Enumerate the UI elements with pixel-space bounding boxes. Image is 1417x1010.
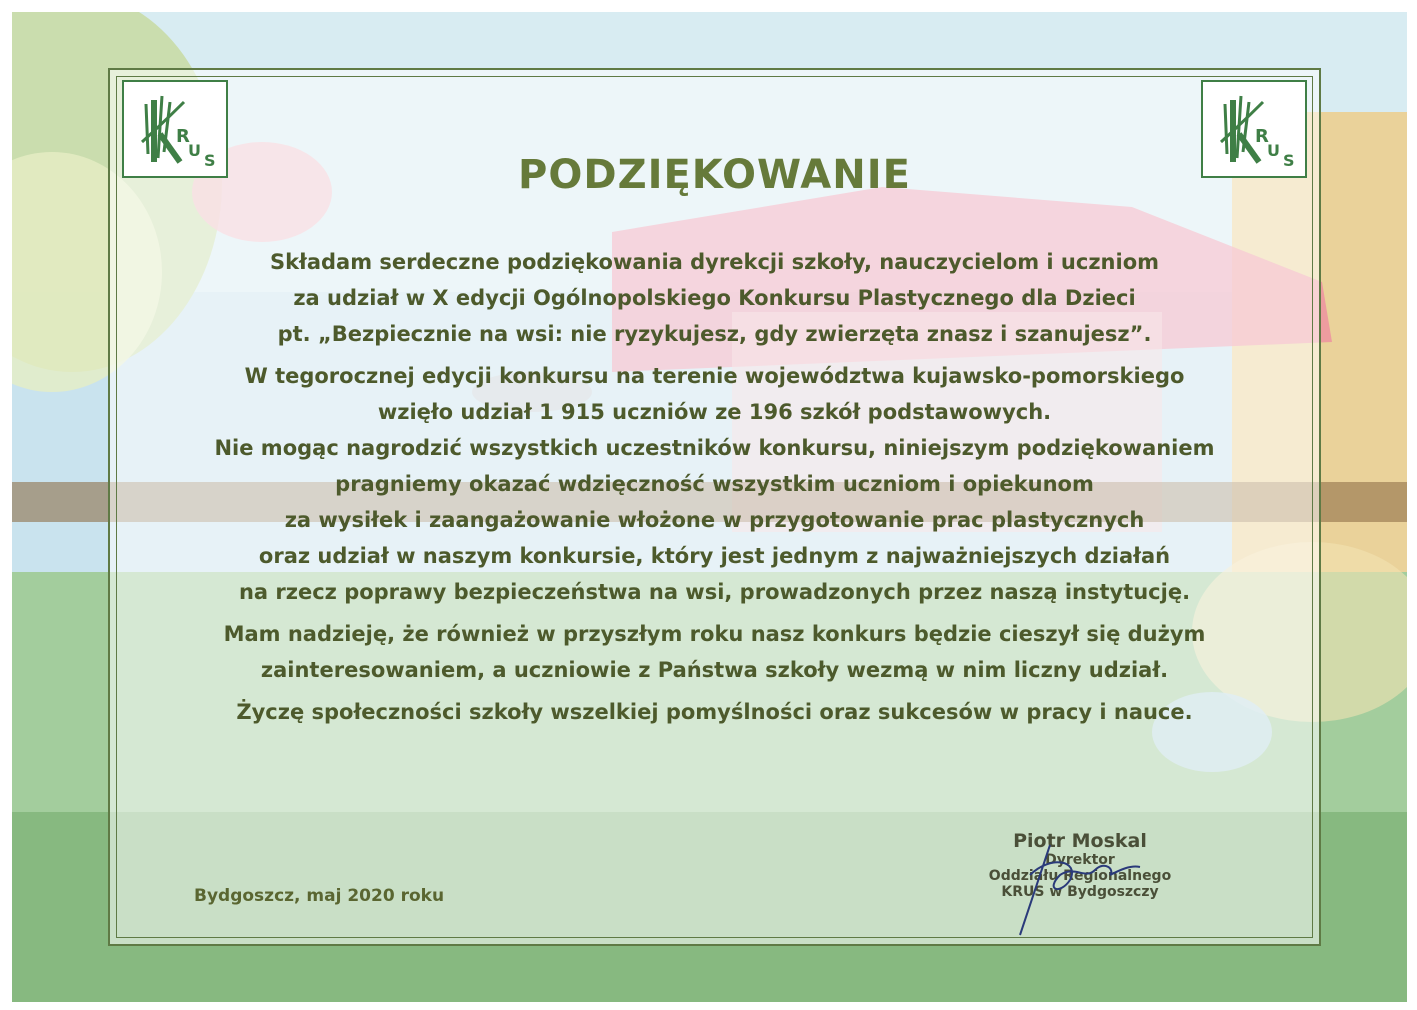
body-line: zainteresowaniem, a uczniowie z Państwa szkoły wezmą w nim liczny udział. <box>260 658 1169 682</box>
body-line: Mam nadzieję, że również w przyszłym roku nasz konkurs będzie cieszył się dużym <box>223 622 1206 646</box>
body-line: za wysiłek i zaangażowanie włożone w przygotowanie prac plastycznych <box>284 508 1145 532</box>
body-line: Nie mogąc nagrodzić wszystkich uczestników konkursu, niniejszym podziękowaniem <box>214 436 1215 460</box>
certificate-frame <box>108 68 1321 946</box>
signatory-role: Dyrektor <box>1045 852 1115 868</box>
body-line: pt. „Bezpiecznie na wsi: nie ryzykujesz, gdy zwierzęta znasz i szanujesz”. <box>277 322 1152 346</box>
certificate-body <box>110 244 1319 730</box>
body-line: Życzę społeczności szkoły wszelkiej pomyślności oraz sukcesów w pracy i nauce. <box>236 700 1193 724</box>
certificate-title: PODZIĘKOWANIE <box>518 152 911 198</box>
signatory-role: Oddziału Regionalnego <box>988 868 1172 884</box>
handwritten-signature <box>990 835 1180 945</box>
body-line: za udział w X edycji Ogólnopolskiego Konkursu Plastycznego dla Dzieci <box>293 286 1136 310</box>
signatory-role: KRUS w Bydgoszczy <box>1001 884 1159 900</box>
body-line: na rzecz poprawy bezpieczeństwa na wsi, prowadzonych przez naszą instytucję. <box>238 580 1191 604</box>
svg-text:R: R <box>1255 126 1269 147</box>
body-line: wzięło udział 1 915 uczniów ze 196 szkół podstawowych. <box>377 400 1052 424</box>
body-line: oraz udział w naszym konkursie, który jest jednym z najważniejszych działań <box>258 544 1171 568</box>
svg-text:U: U <box>188 141 201 160</box>
svg-text:U: U <box>1267 141 1280 160</box>
place-date: Bydgoszcz, maj 2020 roku <box>194 886 445 906</box>
svg-text:R: R <box>176 126 190 147</box>
body-line: Składam serdeczne podziękowania dyrekcji szkoły, nauczycielom i uczniom <box>269 250 1160 274</box>
body-line: W tegorocznej edycji konkursu na terenie województwa kujawsko-pomorskiego <box>244 364 1185 388</box>
svg-text:S: S <box>204 151 216 170</box>
signatory-name: Piotr Moskal <box>1013 830 1147 852</box>
body-line: pragniemy okazać wdzięczność wszystkim uczniom i opiekunom <box>335 472 1094 496</box>
svg-text:S: S <box>1283 151 1295 170</box>
